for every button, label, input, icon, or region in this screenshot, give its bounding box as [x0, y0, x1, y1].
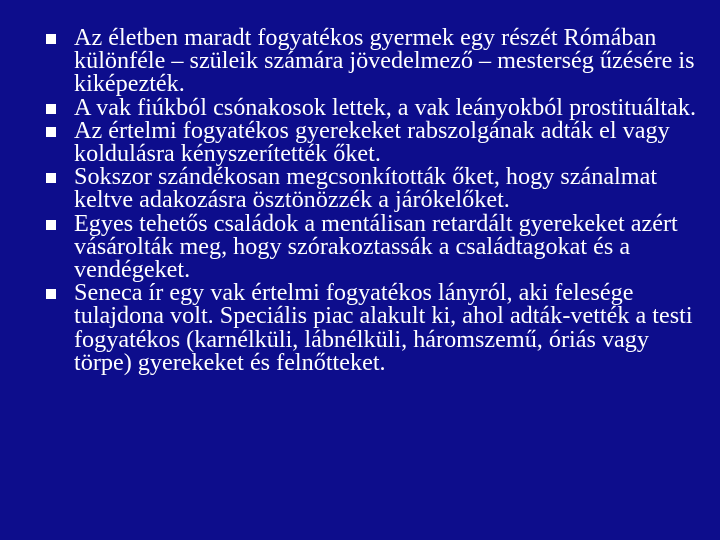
bullet-item — [46, 163, 706, 214]
bullet-text: A vak fiúkból csónakosok lettek, a vak leányokból prostituáltak. — [74, 93, 697, 121]
bullet-text: Egyes tehetős családok a mentálisan retardált gyerekeket azért vásárolták meg, hogy szórakoztassák a családtagokat és a vendégeket. — [74, 209, 678, 284]
bullet-list — [46, 26, 706, 374]
bullet-text: Az értelmi fogyatékos gyerekeket rabszolgának adták el vagy koldulásra kényszerítették őket. — [74, 116, 670, 168]
bullet-text: Az életben maradt fogyatékos gyermek egy részét Rómában különféle – szüleik számára jövedelmező – mesterség űzésére is kiképezték. — [74, 24, 695, 98]
square-bullet-icon — [46, 173, 56, 183]
square-bullet-icon — [46, 34, 56, 44]
bullet-item — [46, 116, 706, 168]
square-bullet-icon — [46, 289, 56, 299]
square-bullet-icon — [46, 104, 56, 114]
square-bullet-icon — [46, 127, 56, 137]
bullet-item — [46, 93, 706, 121]
bullet-item — [46, 209, 706, 284]
bullet-item — [46, 26, 706, 96]
bullet-text: Sokszor szándékosan megcsonkították őket, hogy szánalmat keltve adakozásra ösztönözzék a járókelőket. — [74, 163, 658, 214]
square-bullet-icon — [46, 220, 56, 230]
bullet-text: Seneca ír egy vak értelmi fogyatékos lányról, aki felesége tulajdona volt. Speciális piac alakult ki, ahol adták-vették a testi fogyatékos (karnélküli, lábnélküli, háromszemű, óriás vagy törpe) gyerekeket és felnőtteket. — [74, 279, 693, 376]
bullet-item — [46, 281, 706, 374]
